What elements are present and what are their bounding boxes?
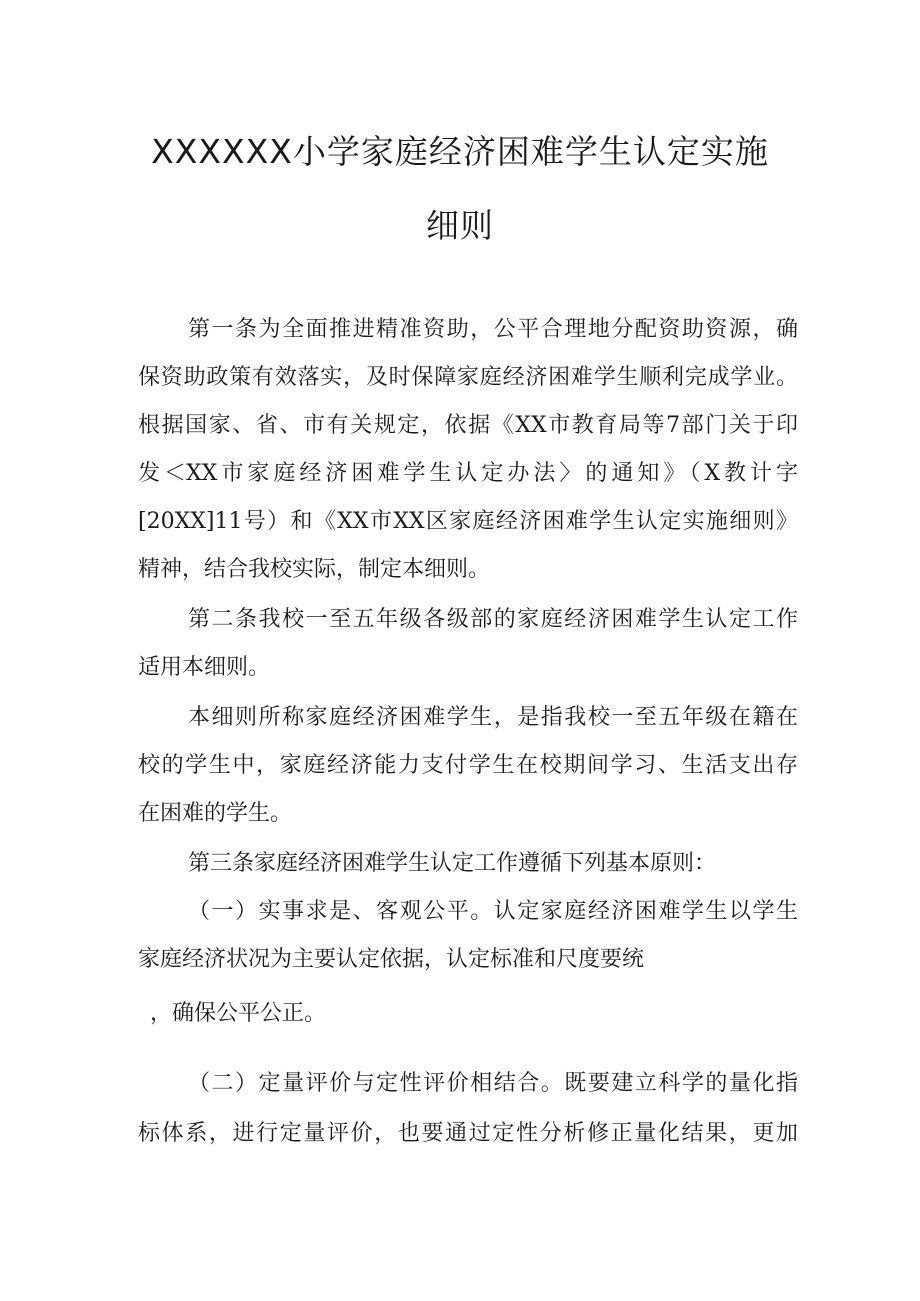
document-title-line-2: 细则 [426, 206, 494, 245]
body-line: （二）定量评价与定性评价相结合。既要建立科学的量化指 [188, 1071, 798, 1096]
body-line: 校的学生中，家庭经济能力支付学生在校期间学习、生活支出存 [138, 753, 798, 778]
body-line: （一）实事求是、客观公平。认定家庭经济困难学生以学生 [188, 899, 798, 924]
body-line: 标体系，进行定量评价，也要通过定性分析修正量化结果，更加 [138, 1121, 798, 1146]
document-title-line-1: XXXXXX小学家庭经济困难学生认定实施 [151, 132, 769, 171]
body-line: 第三条家庭经济困难学生认定工作遵循下列基本原则： [188, 851, 717, 876]
body-line: 在困难的学生。 [138, 801, 293, 826]
body-line: 发＜XX市家庭经济困难学生认定办法〉的通知》（X教计字 [138, 461, 798, 486]
body-line: 根据国家、省、市有关规定，依据《XX市教育局等7部门关于印 [138, 413, 798, 438]
body-line: 适用本细则。 [138, 655, 271, 680]
body-line: 保资助政策有效落实，及时保障家庭经济困难学生顺利完成学业。 [138, 365, 798, 390]
body-line: 精神，结合我校实际，制定本细则。 [138, 557, 491, 582]
body-line: 第一条为全面推进精准资助，公平合理地分配资助资源，确 [188, 317, 798, 342]
body-line: 第二条我校一至五年级各级部的家庭经济困难学生认定工作 [188, 607, 798, 632]
body-line: ，确保公平公正。 [150, 1001, 327, 1026]
body-line: [20XX]11号）和《XX市XX区家庭经济困难学生认定实施细则》 [138, 509, 798, 534]
body-line: 家庭经济状况为主要认定依据，认定标准和尺度要统 [138, 947, 645, 972]
body-line: 本细则所称家庭经济困难学生，是指我校一至五年级在籍在 [188, 705, 798, 730]
